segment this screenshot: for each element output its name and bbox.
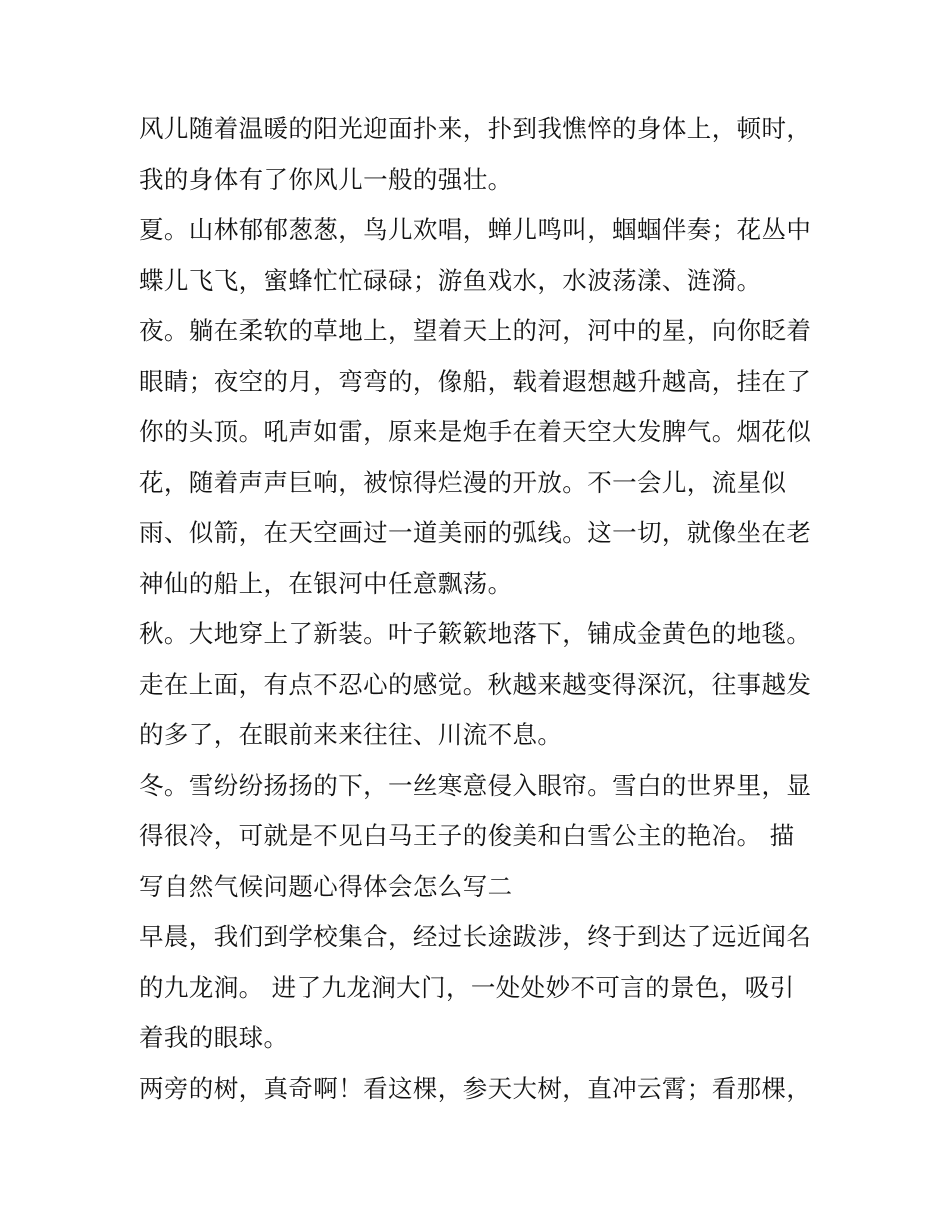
text-line: 夜。躺在柔软的草地上，望着天上的河，河中的星，向你眨着 (139, 316, 812, 345)
text-line: 风儿随着温暖的阳光迎面扑来，扑到我憔悴的身体上，顿时， (139, 114, 812, 143)
text-line: 你的头顶。吼声如雷，原来是炮手在着天空大发脾气。烟花似 (139, 417, 812, 446)
text-line: 两旁的树，真奇啊！看这棵，参天大树，直冲云霄；看那棵， (139, 1073, 812, 1103)
text-line: 的九龙涧。 进了九龙涧大门，一处处妙不可言的景色，吸引 (139, 972, 795, 1002)
body-text (139, 104, 819, 1114)
text-line: 眼睛；夜空的月，弯弯的，像船，载着遐想越升越高，挂在了 (139, 366, 812, 396)
text-line: 神仙的船上，在银河中任意飘荡。 (139, 568, 513, 598)
text-line: 花，随着声声巨响，被惊得烂漫的开放。不一会儿，流星似 (139, 467, 787, 497)
text-line: 夏。山林郁郁葱葱，鸟儿欢唱，蝉儿鸣叫，蝈蝈伴奏；花丛中 (139, 215, 812, 244)
text-line: 走在上面，有点不忍心的感觉。秋越来越变得深沉，往事越发 (139, 669, 812, 699)
text-line: 蝶儿飞飞，蜜蜂忙忙碌碌；游鱼戏水，水波荡漾、涟漪。 (139, 265, 762, 295)
text-line: 早晨，我们到学校集合，经过长途跋涉，终于到达了远近闻名 (139, 922, 812, 951)
text-line: 的多了，在眼前来来往往、川流不息。 (139, 720, 563, 749)
text-line: 冬。雪纷纷扬扬的下，一丝寒意侵入眼帘。雪白的世界里，显 (139, 770, 812, 800)
text-line: 雨、似箭，在天空画过一道美丽的弧线。这一切，就像坐在老 (139, 518, 812, 547)
text-line: 着我的眼球。 (139, 1023, 289, 1052)
text-line: 得很冷，可就是不见白马王子的俊美和白雪公主的艳冶。 描 (139, 821, 795, 850)
text-line: 我的身体有了你风儿一般的强壮。 (139, 164, 513, 194)
text-line: 秋。大地穿上了新装。叶子簌簌地落下，铺成金黄色的地毯。 (139, 619, 812, 648)
section-heading: 写自然气候问题心得体会怎么写二 (139, 871, 513, 901)
